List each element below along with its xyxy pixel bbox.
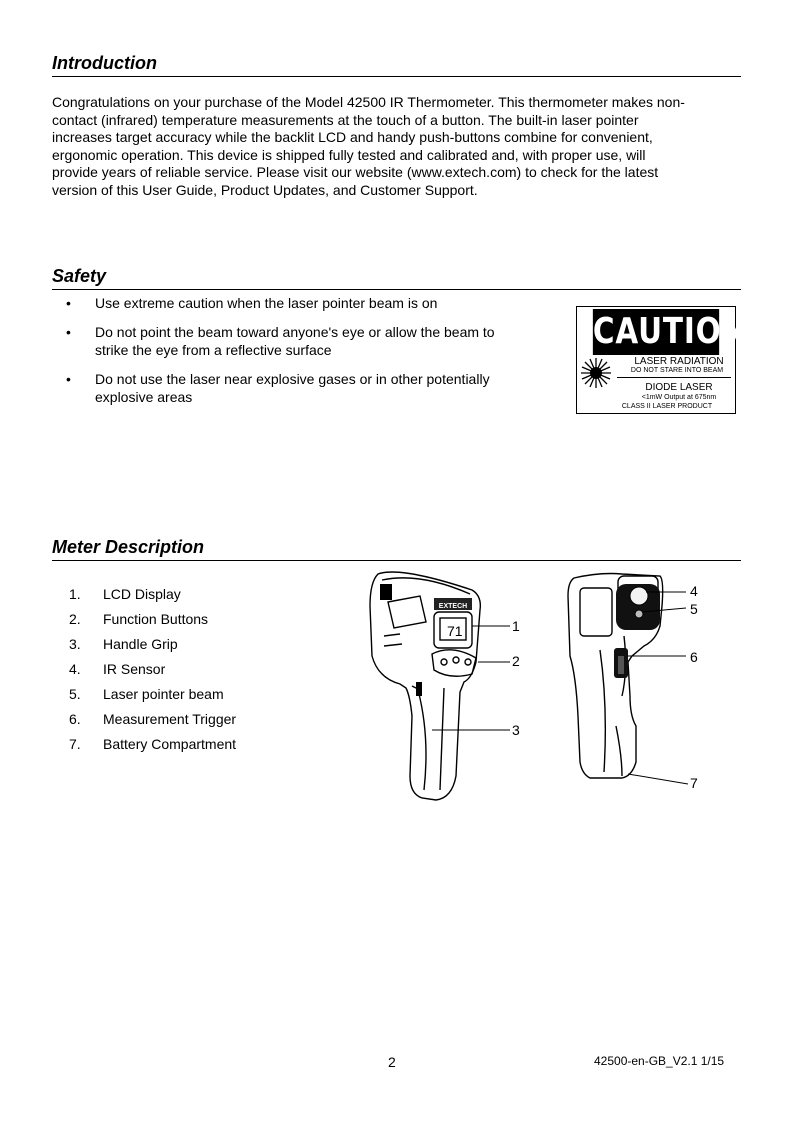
safety-bullet <box>60 370 540 406</box>
part-number: 5. <box>69 686 81 702</box>
caution-line-radiation: LASER RADIATION <box>634 356 724 367</box>
part-number: 3. <box>69 636 81 652</box>
bullet-line: strike the eye from a reflective surface <box>95 342 332 358</box>
introduction-line: provide years of reliable service. Please visit our website (www.extech.com) to check for the latest <box>52 164 659 181</box>
bullet-line: Use extreme caution when the laser pointer beam is on <box>95 295 438 311</box>
caution-line-output: <1mW Output at 675nm <box>641 394 717 401</box>
bullet-line: Do not use the laser near explosive gases or in other potentially <box>95 371 490 387</box>
callout-2: 2 <box>512 653 520 669</box>
introduction-paragraph <box>52 94 742 200</box>
caution-label <box>576 306 748 414</box>
caution-line-class: CLASS II LASER PRODUCT <box>621 403 713 410</box>
safety-bullet <box>60 323 540 359</box>
bullet-icon: • <box>66 324 71 340</box>
part-label: Function Buttons <box>103 611 209 627</box>
brand-logo: EXTECH <box>438 603 468 610</box>
part-number: 1. <box>69 586 81 602</box>
introduction-line: contact (infrared) temperature measurements at the touch of a button. The built-in laser pointer <box>52 111 639 128</box>
part-number: 2. <box>69 611 81 627</box>
bullet-icon: • <box>66 371 71 387</box>
list-item <box>69 735 236 760</box>
page-number: 2 <box>388 1054 396 1070</box>
caution-divider <box>617 377 731 378</box>
bullet-line: Do not point the beam toward anyone's eye or allow the beam to <box>95 324 495 340</box>
list-item <box>69 610 236 635</box>
introduction-heading: Introduction <box>52 53 157 73</box>
document-id: 42500-en-GB_V2.1 1/15 <box>594 1054 725 1068</box>
part-label: LCD Display <box>103 586 181 602</box>
parts-list <box>69 585 236 760</box>
list-item <box>69 685 236 710</box>
part-label: Measurement Trigger <box>103 711 237 727</box>
list-item <box>69 710 236 735</box>
list-item <box>69 635 236 660</box>
introduction-line: increases target accuracy while the backlit LCD and handy push-buttons combine for convenient, <box>52 129 653 146</box>
callout-1: 1 <box>512 618 520 634</box>
safety-heading: Safety <box>52 266 107 286</box>
callout-6: 6 <box>690 649 698 665</box>
callout-4: 4 <box>690 583 698 599</box>
lcd-digits: 71 <box>447 623 463 639</box>
callout-3: 3 <box>512 722 520 738</box>
part-label: Laser pointer beam <box>103 686 224 702</box>
part-number: 6. <box>69 711 81 727</box>
meter-diagram <box>360 566 720 806</box>
list-item <box>69 585 236 610</box>
part-number: 7. <box>69 736 81 752</box>
part-number: 4. <box>69 661 81 677</box>
caution-line-stare: DO NOT STARE INTO BEAM <box>630 367 724 374</box>
caution-line-diode: DIODE LASER <box>645 382 713 393</box>
introduction-rule <box>52 76 741 77</box>
list-item <box>69 660 236 685</box>
safety-bullet <box>60 294 540 312</box>
introduction-line: version of this User Guide, Product Updates, and Customer Support. <box>52 181 478 198</box>
thermometer-illustration <box>360 566 720 806</box>
part-label: Battery Compartment <box>103 736 237 752</box>
laser-starburst-icon <box>581 357 611 389</box>
meter-rule <box>52 560 741 561</box>
introduction-line: Congratulations on your purchase of the Model 42500 IR Thermometer. This thermometer makes non- <box>52 94 685 110</box>
callout-5: 5 <box>690 601 698 617</box>
meter-heading: Meter Description <box>52 537 205 557</box>
part-label: Handle Grip <box>103 636 178 652</box>
introduction-line: ergonomic operation. This device is shipped fully tested and calibrated and, with proper use, will <box>52 146 646 163</box>
callout-7: 7 <box>690 775 698 791</box>
bullet-icon: • <box>66 295 71 311</box>
part-label: IR Sensor <box>103 661 166 677</box>
safety-rule <box>52 289 741 290</box>
safety-bullet-list <box>60 294 540 417</box>
caution-title: CAUTION <box>593 309 719 355</box>
bullet-line: explosive areas <box>95 389 193 405</box>
